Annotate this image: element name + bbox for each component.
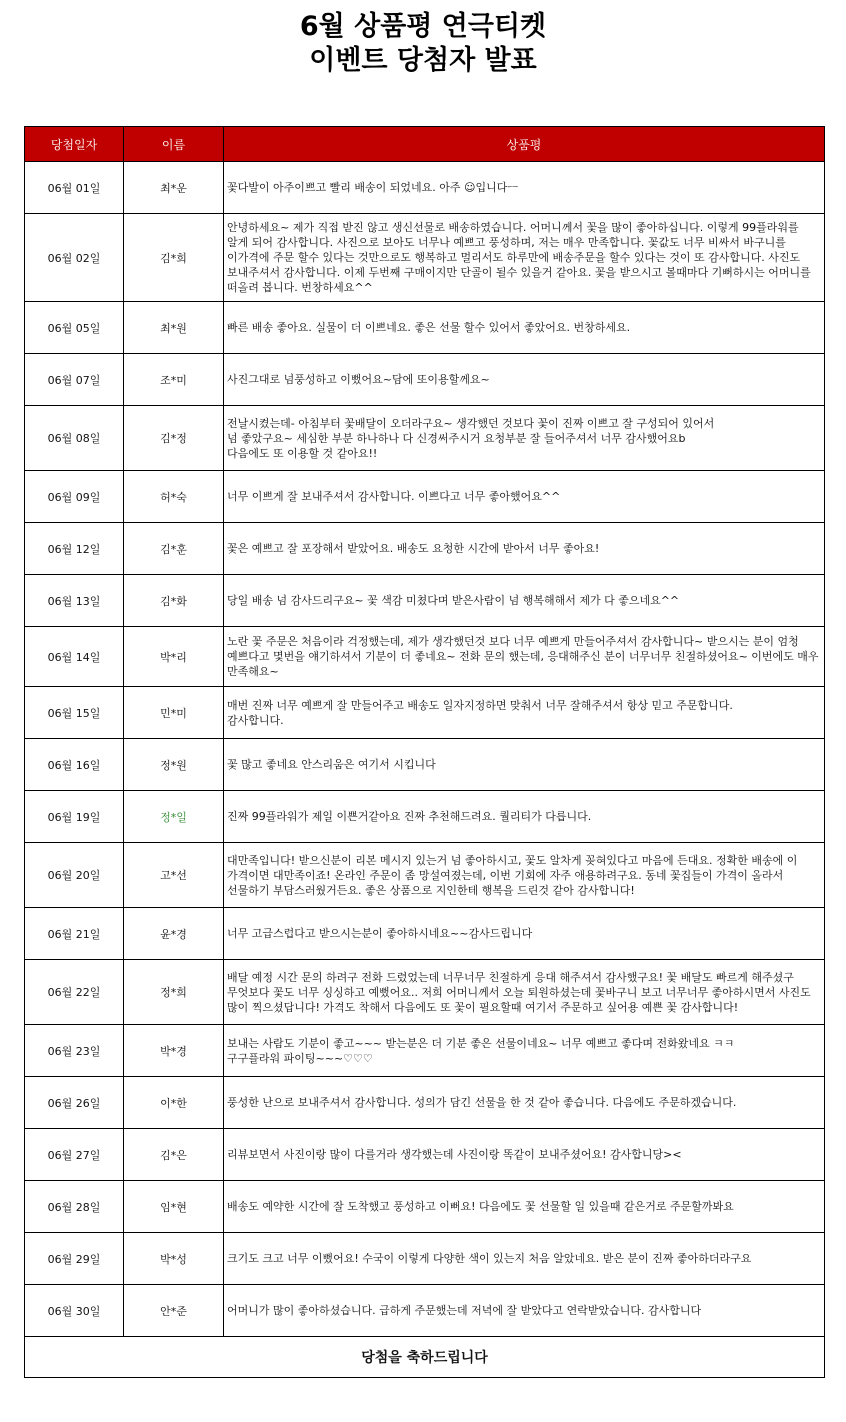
winner-name: 윤*경	[124, 908, 224, 960]
winner-review: 풍성한 난으로 보내주셔서 감사합니다. 성의가 담긴 선물을 한 것 같아 좋습니다. 다음에도 주문하겠습니다.	[224, 1077, 825, 1129]
table-row	[25, 843, 825, 908]
winner-review: 리뷰보면서 사진이랑 많이 다를거라 생각했는데 사진이랑 똑같이 보내주셨어요! 감사합니당><	[224, 1129, 825, 1181]
header-date: 당첨일자	[25, 127, 124, 162]
winner-review: 너무 고급스럽다고 받으시는분이 좋아하시네요~~감사드립니다	[224, 908, 825, 960]
winner-date: 06월 28일	[25, 1181, 124, 1233]
winner-name: 김*은	[124, 1129, 224, 1181]
congrats-footer: 당첨을 축하드립니다	[25, 1337, 825, 1378]
winner-date: 06월 05일	[25, 302, 124, 354]
winner-name: 안*준	[124, 1285, 224, 1337]
page-title	[0, 10, 846, 78]
winner-review: 배송도 예약한 시간에 잘 도착했고 풍성하고 이뻐요! 다음에도 꽃 선물할 일 있을때 같은거로 주문할까봐요	[224, 1181, 825, 1233]
table-row	[25, 406, 825, 471]
winner-name: 고*선	[124, 843, 224, 908]
winner-review: 안녕하세요~ 제가 직접 받진 않고 생신선물로 배송하였습니다. 어머니께서 꽃을 많이 좋아하십니다. 이렇게 99플라워를 알게 되어 감사합니다. 사진으로 보아도 너무나 예쁘고 풍성하며, 저는 매우 만족합니다. 꽃값도 너무 비싸서 바구니를 이가격에 주문 할수 있다는 것만으로도 행복하고 멀리서도 하루만에 배송주문을 할수 있다는 것이 또 감사합니다. 사진도 보내주셔서 감사합니다. 이제 두번째 구매이지만 단골이 될수 있을거 같아요. 꽃을 받으시고 볼때마다 기뻐하시는 어머니를 떠올려 봅니다. 번창하세요^^	[224, 214, 825, 302]
winner-review: 보내는 사람도 기분이 좋고~~~ 받는분은 더 기분 좋은 선물이네요~ 너무 예쁘고 좋다며 전화왔네요 ㅋㅋ 구구플라워 파이팅~~~♡♡♡	[224, 1025, 825, 1077]
winner-review: 크기도 크고 너무 이뻤어요! 수국이 이렇게 다양한 색이 있는지 처음 알았네요. 받은 분이 진짜 좋아하더라구요	[224, 1233, 825, 1285]
winner-review: 빠른 배송 좋아요. 실물이 더 이쁘네요. 좋은 선물 할수 있어서 좋았어요. 번창하세요.	[224, 302, 825, 354]
winner-date: 06월 15일	[25, 687, 124, 739]
winner-name: 정*희	[124, 960, 224, 1025]
table-header-row	[25, 127, 825, 162]
winner-review: 당일 배송 넘 감사드리구요~ 꽃 색감 미쳤다며 받은사람이 넘 행복해해서 제가 다 좋으네요^^	[224, 575, 825, 627]
winner-name: 이*한	[124, 1077, 224, 1129]
winner-name: 최*운	[124, 162, 224, 214]
table-row	[25, 162, 825, 214]
winner-review: 노란 꽃 주문은 처음이라 걱정했는데, 제가 생각했던것 보다 너무 예쁘게 만들어주셔서 감사합니다~ 받으시는 분이 엄청 예쁘다고 몇번을 얘기하셔서 기분이 더 좋네요~ 전화 문의 했는데, 응대해주신 분이 너무너무 친절하셨어요~ 이번에도 매우 만족해요~	[224, 627, 825, 687]
winner-review: 꽃 많고 좋네요 안스리움은 여기서 시킵니다	[224, 739, 825, 791]
table-row	[25, 471, 825, 523]
winner-review: 대만족입니다! 받으신분이 리본 메시지 있는거 넘 좋아하시고, 꽃도 알차게 꽂혀있다고 마음에 든대요. 정확한 배송에 이 가격이면 대만족이죠! 온라인 주문이 좀 망설여졌는데, 이번 기회에 자주 애용하려구요. 동네 꽃집들이 가격이 올라서 선물하기 부담스러웠거든요. 좋은 상품으로 지인한테 행복을 드린것 같아 감사합니다!	[224, 843, 825, 908]
winner-date: 06월 21일	[25, 908, 124, 960]
winner-date: 06월 29일	[25, 1233, 124, 1285]
winner-name: 허*숙	[124, 471, 224, 523]
winner-review: 어머니가 많이 좋아하셨습니다. 급하게 주문했는데 저녁에 잘 받았다고 연락받았습니다. 감사합니다	[224, 1285, 825, 1337]
table-row	[25, 1077, 825, 1129]
table-row	[25, 1129, 825, 1181]
winner-review: 매번 진짜 너무 예쁘게 잘 만들어주고 배송도 일자지정하면 맞춰서 너무 잘해주셔서 항상 믿고 주문합니다. 감사합니다.	[224, 687, 825, 739]
table-body	[25, 162, 825, 1337]
title-line-1: 6월 상품평 연극티켓	[299, 11, 547, 42]
winner-name: 김*화	[124, 575, 224, 627]
table-row	[25, 214, 825, 302]
table-row	[25, 575, 825, 627]
table-row	[25, 523, 825, 575]
winner-date: 06월 23일	[25, 1025, 124, 1077]
winner-name: 정*일	[124, 791, 224, 843]
winner-date: 06월 09일	[25, 471, 124, 523]
table-row	[25, 908, 825, 960]
winner-date: 06월 20일	[25, 843, 124, 908]
table-row	[25, 1181, 825, 1233]
winner-review: 진짜 99플라워가 제일 이쁜거같아요 진짜 추천해드려요. 퀄리티가 다릅니다.	[224, 791, 825, 843]
table-row	[25, 791, 825, 843]
winner-date: 06월 13일	[25, 575, 124, 627]
winner-date: 06월 19일	[25, 791, 124, 843]
winner-review: 꽃은 예쁘고 잘 포장해서 받았어요. 배송도 요청한 시간에 받아서 너무 좋아요!	[224, 523, 825, 575]
winner-review: 너무 이쁘게 잘 보내주셔서 감사합니다. 이쁘다고 너무 좋아했어요^^	[224, 471, 825, 523]
winner-name: 민*미	[124, 687, 224, 739]
winner-date: 06월 07일	[25, 354, 124, 406]
header-name: 이름	[124, 127, 224, 162]
winner-name: 최*원	[124, 302, 224, 354]
header-review: 상품평	[224, 127, 825, 162]
table-row	[25, 627, 825, 687]
winner-date: 06월 01일	[25, 162, 124, 214]
winner-name: 정*원	[124, 739, 224, 791]
table-footer-row	[25, 1337, 825, 1378]
winner-date: 06월 08일	[25, 406, 124, 471]
table-row	[25, 354, 825, 406]
title-line-2: 이벤트 당첨자 발표	[309, 45, 537, 76]
winners-table	[24, 126, 825, 1378]
winner-date: 06월 16일	[25, 739, 124, 791]
winner-name: 김*희	[124, 214, 224, 302]
winner-name: 조*미	[124, 354, 224, 406]
winner-name: 박*리	[124, 627, 224, 687]
winner-date: 06월 27일	[25, 1129, 124, 1181]
winner-review: 배달 예정 시간 문의 하려구 전화 드렸었는데 너무너무 친절하게 응대 해주셔서 감사했구요! 꽃 배달도 빠르게 해주셨구 무엇보다 꽃도 너무 싱싱하고 예뻤어요.. 저희 어머니께서 오늘 퇴원하셨는데 꽃바구니 보고 너무너무 좋아하시면서 사진도 많이 찍으셨답니다! 가격도 착해서 다음에도 또 꽃이 필요할때 여기서 주문하고 싶어용 예쁜 꽃 감사합니다!	[224, 960, 825, 1025]
winner-date: 06월 12일	[25, 523, 124, 575]
winner-name: 박*경	[124, 1025, 224, 1077]
winner-date: 06월 22일	[25, 960, 124, 1025]
winner-date: 06월 30일	[25, 1285, 124, 1337]
winner-review: 전날시켰는데- 아침부터 꽃배달이 오더라구요~ 생각했던 것보다 꽃이 진짜 이쁘고 잘 구성되어 있어서 넘 좋았구요~ 세심한 부분 하나하나 다 신경써주시거 요청부분 잘 들어주셔서 너무 감사했어요b 다음에도 또 이용할 것 같아요!!	[224, 406, 825, 471]
table-row	[25, 1285, 825, 1337]
table-row	[25, 302, 825, 354]
table-row	[25, 960, 825, 1025]
winner-review: 꽃다발이 아주이쁘고 빨리 배송이 되었네요. 아주 ☺입니다ㅡ	[224, 162, 825, 214]
winner-name: 박*성	[124, 1233, 224, 1285]
winner-name: 임*현	[124, 1181, 224, 1233]
winner-date: 06월 02일	[25, 214, 124, 302]
winner-date: 06월 14일	[25, 627, 124, 687]
table-row	[25, 1233, 825, 1285]
table-row	[25, 739, 825, 791]
table-row	[25, 687, 825, 739]
winner-date: 06월 26일	[25, 1077, 124, 1129]
table-row	[25, 1025, 825, 1077]
winner-review: 사진그대로 넘풍성하고 이뻤어요~담에 또이용할께요~	[224, 354, 825, 406]
winner-name: 김*훈	[124, 523, 224, 575]
winner-name: 김*정	[124, 406, 224, 471]
